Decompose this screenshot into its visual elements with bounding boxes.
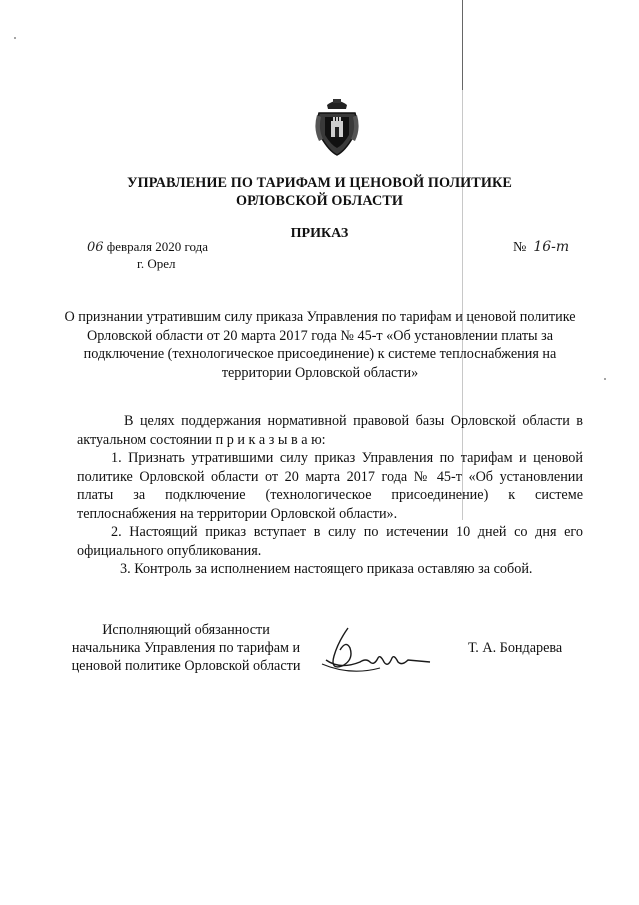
order-city: г. Орел [137,256,176,271]
order-date [87,239,208,255]
position-line-1: Исполняющий обязанности [102,622,270,638]
date-text: февраля 2020 года [103,239,208,254]
order-subject-title: О признании утратившим силу приказа Управления по тарифам и ценовой политике Орловской области от 20 марта 2017 года № 45-т «Об установлении платы за подключение (технологическое присоединение) к системе теплоснабжения на территории Орловской области» [64,309,576,381]
signatory-name: Т. А. Бондарева [468,640,563,656]
body-item-2: 2. Настоящий приказ вступает в силу по истечении 10 дней со дня его официального опубликования. [77,524,583,559]
handwritten-signature [320,620,440,680]
organization-name-line2: ОРЛОВСКОЙ ОБЛАСТИ [235,193,404,209]
coat-of-arms-emblem [313,95,361,157]
body-item-1: 1. Признать утратившими силу приказ Управления по тарифам и ценовой политике Орловской области от 20 марта 2017 года № 45-т «Об установлении платы за подключение (технологическое присоединение) к системе теплоснабжения на территории Орловской области». [77,450,583,522]
order-body [77,412,583,579]
document-type-title: ПРИКАЗ [290,226,349,241]
position-line-2: начальника Управления по тарифам и [71,640,301,656]
order-number [513,239,569,256]
organization-name-line1: УПРАВЛЕНИЕ ПО ТАРИФАМ И ЦЕНОВОЙ ПОЛИТИКЕ [127,175,512,191]
body-preamble: В целях поддержания нормативной правовой базы Орловской области в актуальном состоянии п р и к а з ы в а ю: [77,413,583,448]
number-label: № [513,240,527,255]
scan-speck [14,37,16,39]
body-item-3: 3. Контроль за исполнением настоящего приказа оставляю за собой. [120,561,533,577]
scan-artifact-line-dark [462,0,463,90]
signatory-position [60,621,312,675]
handwritten-number: 16-т [533,239,570,255]
scan-speck [604,378,606,380]
handwritten-day: 06 [87,240,104,255]
position-line-3: ценовой политике Орловской области [71,658,301,674]
